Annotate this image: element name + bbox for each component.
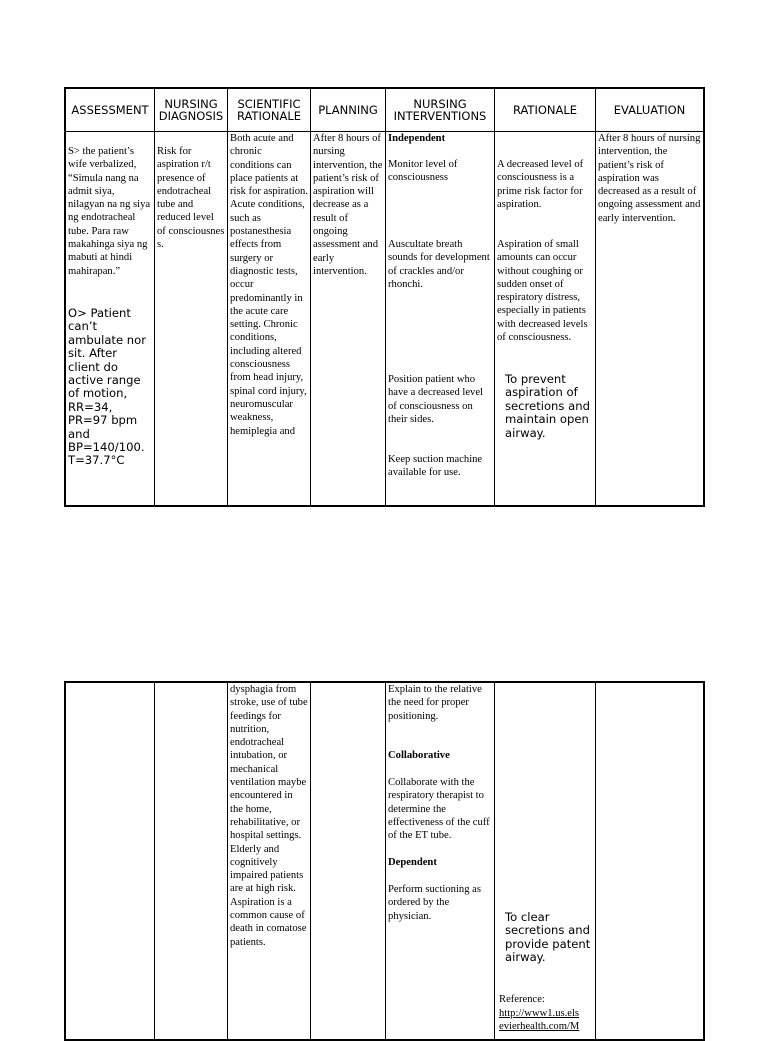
- intervention-suction: Keep suction machine available for use.: [388, 454, 483, 479]
- rationale-reference-link[interactable]: [499, 1007, 593, 1034]
- evaluation-column: [596, 89, 703, 505]
- rationale-column-cont: [495, 683, 596, 1039]
- rationale-reference-label: Reference:: [499, 994, 545, 1005]
- intervention-suctioning: Perform suctioning as ordered by the physician.: [388, 884, 481, 922]
- rationale-clear: To clear secretions and provide patent airway.: [505, 910, 591, 965]
- intervention-collaborative-heading: Collaborative: [388, 750, 450, 761]
- evaluation-column-cont: [596, 683, 703, 1039]
- nursing-diagnosis-column-cont: [155, 683, 228, 1039]
- evaluation-text: After 8 hours of nursing intervention, the patient’s risk of aspiration was decreased as a result of ongoing assessment and early intervention.: [598, 133, 701, 224]
- header-evaluation: EVALUATION: [596, 89, 703, 132]
- planning-text: After 8 hours of nursing intervention, the patient’s risk of aspiration will decrease as a result of ongoing assessment and early intervention.: [313, 133, 383, 277]
- intervention-explain: Explain to the relative the need for proper positioning.: [388, 684, 482, 722]
- header-scientific-rationale: SCIENTIFIC RATIONALE: [228, 89, 310, 132]
- care-plan-table-page-2: [64, 681, 705, 1041]
- reference-link[interactable]: http://www1.us.els evierhealth.com/M: [499, 1008, 580, 1033]
- assessment-objective: O> Patient can’t ambulate nor sit. After client do active range of motion, RR=34, PR=97 bpm and BP=140/100. T=37.7°C: [68, 306, 147, 468]
- header-nursing-diagnosis: NURSING DIAGNOSIS: [155, 89, 227, 132]
- intervention-auscultate: Auscultate breath sounds for development of crackles and/or rhonchi.: [388, 239, 490, 290]
- assessment-column-cont: [66, 683, 155, 1039]
- intervention-collaborate: Collaborate with the respiratory therapist to determine the effectiveness of the cuff of the ET tube.: [388, 777, 490, 842]
- header-planning: PLANNING: [311, 89, 385, 132]
- nursing-diagnosis-text: Risk for aspiration r/t presence of endotracheal tube and reduced level of consciousnes s.: [157, 146, 225, 251]
- rationale-column: [495, 89, 596, 505]
- intervention-position: Position patient who have a decreased level of consciousness on their sides.: [388, 374, 483, 425]
- scientific-rationale-text: Both acute and chronic conditions can place patients at risk for aspiration. Acute conditions, such as postanesthesia effects from surgery or diagnostic tests, occur predominantly in the acute care setting. Chronic conditions, including altered consciousness from head injury, spinal cord injury, neuromuscular weakness, hemiplegia and: [230, 133, 308, 437]
- intervention-dependent-heading: Dependent: [388, 857, 437, 868]
- intervention-monitor: Monitor level of consciousness: [388, 159, 458, 184]
- rationale-prevent: To prevent aspiration of secretions and maintain open airway.: [505, 372, 590, 440]
- planning-column: [311, 89, 386, 505]
- header-rationale: RATIONALE: [495, 89, 595, 132]
- rationale-decreased-loc: A decreased level of consciousness is a prime risk factor for aspiration.: [497, 159, 584, 210]
- intervention-independent-heading: Independent: [388, 133, 446, 144]
- nursing-diagnosis-column: [155, 89, 228, 505]
- scientific-rationale-column-cont: [228, 683, 311, 1039]
- care-plan-table-page-1: [64, 87, 705, 507]
- planning-column-cont: [311, 683, 386, 1039]
- scientific-rationale-column: [228, 89, 311, 505]
- nursing-interventions-column-cont: [386, 683, 495, 1039]
- header-assessment: ASSESSMENT: [66, 89, 154, 132]
- header-nursing-interventions: NURSING INTERVENTIONS: [386, 89, 494, 132]
- assessment-subjective: S> the patient’s wife verbalized, “Simula nang na admit siya, nilagyan na ng siya ng endotracheal tube. Para raw makahinga siya ng mabuti at hindi mahirapan.”: [68, 146, 151, 277]
- assessment-column: [66, 89, 155, 505]
- nursing-interventions-column: [386, 89, 495, 505]
- rationale-aspiration-small: Aspiration of small amounts can occur without coughing or sudden onset of respiratory distress, especially in patients with decreased levels of consciousness.: [497, 239, 588, 344]
- scientific-rationale-cont-text: dysphagia from stroke, use of tube feedings for nutrition, endotracheal intubation, or mechanical ventilation maybe encountered in the home, rehabilitative, or hospital settings. Elderly and cognitively impaired patients are at high risk. Aspiration is a common cause of death in comatose patients.: [230, 684, 308, 948]
